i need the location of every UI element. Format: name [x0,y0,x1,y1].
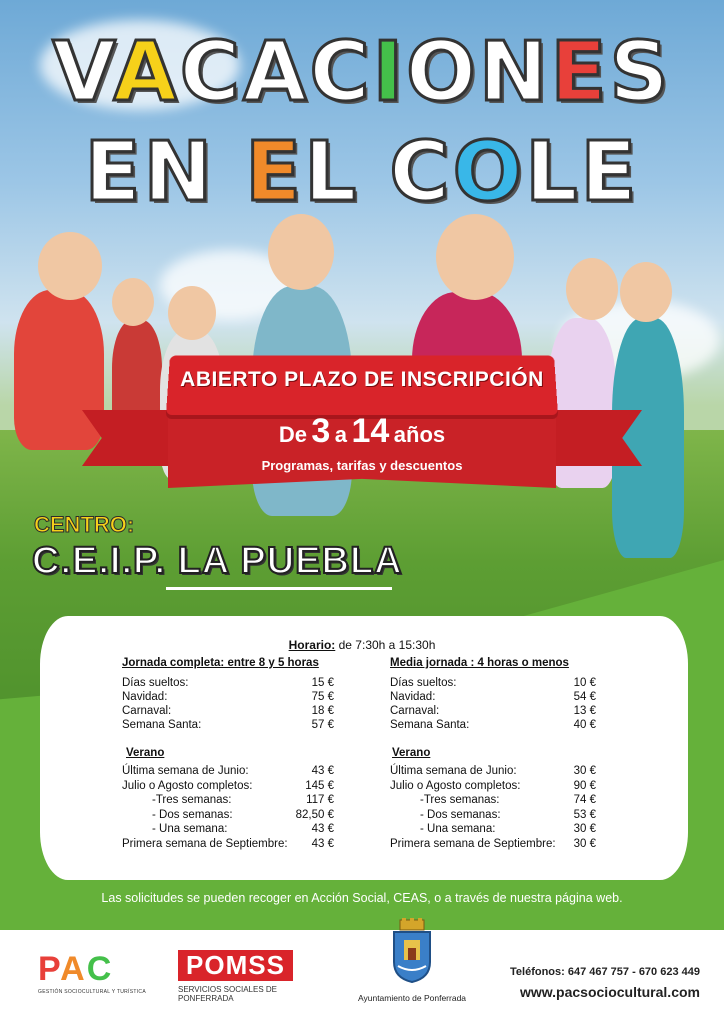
title-letter: N [143,125,216,220]
summer-row [122,764,334,779]
price-value: 18 € [311,705,334,717]
summer-price: 145 € [305,779,334,792]
price-label: Semana Santa: [390,719,470,731]
price-label: Navidad: [390,691,436,703]
price-row [390,676,596,690]
summer-price: 53 € [573,808,596,821]
full-day-column [122,656,334,851]
title-letter: E [245,125,305,220]
summer-price: 30 € [573,765,596,777]
summer-row [122,808,334,823]
phone-numbers: Teléfonos: 647 467 757 - 670 623 449 [510,966,700,978]
summer-heading: Verano [126,747,165,759]
registration-open-heading: ABIERTO PLAZO DE INSCRIPCIÓN [180,368,544,391]
summer-row [390,822,596,837]
title-letter: A [113,25,180,120]
centro-name: C.E.I.P. LA PUEBLA [32,540,403,582]
child-figure [14,290,104,450]
coat-of-arms-icon [390,918,434,984]
title-letter: O [452,125,526,220]
title-letter: E [84,125,144,220]
child-head [566,258,618,320]
title-letter: E [580,125,640,220]
title-letter: V [52,25,114,120]
ayuntamiento-logo [352,918,472,1018]
title-letter: C [309,25,373,120]
child-head [436,214,514,300]
summer-row [390,837,596,852]
summer-price: 30 € [573,823,596,835]
price-row [122,676,334,690]
summer-price: 74 € [573,794,596,806]
summer-label: - Dos semanas: [420,808,501,821]
title-letter: N [478,25,551,120]
website-link[interactable]: www.pacsociocultural.com [520,984,700,1000]
title-letter: O [406,25,479,120]
schedule-value: de 7:30h a 15:30h [338,638,436,652]
summer-label: Julio o Agosto completos: [390,779,521,792]
age-min: 3 [311,412,331,450]
title-letter: C [389,125,453,220]
price-value: 10 € [573,677,596,689]
pomss-logo-subtitle: SERVICIOS SOCIALES DE PONFERRADA [178,985,277,1003]
child-figure [612,318,684,558]
age-range [168,412,556,451]
centro-label: CENTRO: [34,512,135,537]
price-row [122,690,334,704]
summer-row [122,822,334,837]
child-head [38,232,102,300]
price-row [122,718,334,732]
price-label: Días sueltos: [122,677,189,689]
child-head [268,214,334,290]
pac-logo-subtitle: GESTIÓN SOCIOCULTURAL Y TURÍSTICA [38,989,146,995]
summer-label: - Una semana: [152,823,228,835]
summer-label: - Dos semanas: [152,808,233,821]
title-letter: S [609,25,672,120]
summer-price: 82,50 € [295,808,334,821]
price-value: 75 € [311,691,334,703]
title-letter: E [550,25,610,120]
price-row [122,704,334,718]
summer-row [122,837,334,852]
application-note: Las solicitudes se pueden recoger en Acción Social, CEAS, o a través de nuestra página web. [101,891,623,905]
child-head [620,262,672,322]
title-line-2 [0,125,724,220]
summer-price: 90 € [573,779,596,792]
ayuntamiento-label: Ayuntamiento de Ponferrada [357,993,467,1003]
pomss-logo [178,950,318,1010]
summer-label: -Tres semanas: [152,794,232,806]
pac-letter: A [60,950,87,988]
title-letter: I [372,25,407,120]
price-label: Semana Santa: [122,719,202,731]
summer-label: - Una semana: [420,823,496,835]
title-letter: A [242,25,310,120]
pac-letter: C [86,950,114,988]
title-line-1 [0,25,724,120]
summer-label: Última semana de Junio: [122,765,249,777]
summer-price: 43 € [311,823,334,835]
price-value: 40 € [573,719,596,731]
summer-row [390,808,596,823]
summer-label: Julio o Agosto completos: [122,779,253,792]
price-label: Navidad: [122,691,168,703]
schedule-line [0,638,724,652]
summer-row [390,793,596,808]
centro-underline [166,587,392,590]
price-row [390,718,596,732]
title-letter: L [525,125,581,220]
price-row [390,704,596,718]
summer-row [390,764,596,779]
title-letter: L [304,125,360,220]
full-day-heading: Jornada completa: entre 8 y 5 horas [122,657,319,669]
child-head [112,278,154,326]
summer-label: -Tres semanas: [420,794,500,806]
summer-row [122,793,334,808]
title-letter: C [179,25,243,120]
summer-price: 30 € [573,837,596,850]
summer-row [122,779,334,794]
price-label: Días sueltos: [390,677,457,689]
price-value: 54 € [573,691,596,703]
summer-price: 43 € [311,765,334,777]
pac-logo [38,950,148,1010]
half-day-column [390,656,596,851]
pomss-logo-word: POMSS [178,950,293,981]
contact-block [490,966,700,1000]
summer-price: 43 € [311,837,334,850]
price-value: 15 € [311,677,334,689]
child-head [168,286,216,340]
pac-letter: P [38,950,61,988]
age-max: 14 [351,412,390,450]
pac-logo-word [38,950,148,989]
summer-heading: Verano [392,747,431,759]
summer-label: Primera semana de Septiembre: [122,837,288,850]
half-day-heading: Media jornada : 4 horas o menos [390,657,569,669]
price-row [390,690,596,704]
programs-subtitle: Programas, tarifas y descuentos [261,458,463,473]
price-label: Carnaval: [390,705,440,717]
price-value: 57 € [311,719,334,731]
summer-price: 117 € [306,794,334,806]
price-label: Carnaval: [122,705,172,717]
schedule-label: Horario: [288,638,336,652]
price-value: 13 € [573,705,596,717]
age-prefix: De [278,422,307,447]
summer-label: Última semana de Junio: [390,765,517,777]
summer-label: Primera semana de Septiembre: [390,837,556,850]
summer-row [390,779,596,794]
age-mid: a [334,422,348,447]
age-suffix: años [393,422,446,447]
